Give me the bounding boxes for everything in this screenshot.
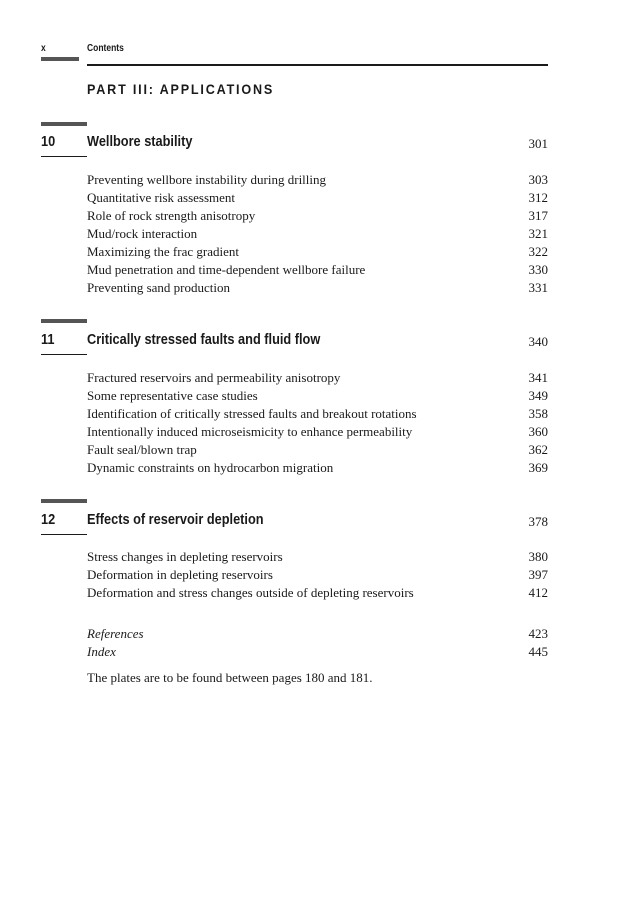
toc-entry[interactable]: Fault seal/blown trap — [87, 442, 197, 457]
chapter-number: 12 — [41, 512, 56, 528]
chapter-rule — [41, 354, 87, 355]
chapter-title[interactable]: Critically stressed faults and fluid flow — [87, 332, 321, 348]
header-rule — [87, 64, 548, 66]
chapter-title[interactable]: Wellbore stability — [87, 134, 193, 150]
toc-page: 380 — [528, 549, 548, 564]
toc-page: 362 — [528, 442, 548, 457]
toc-page: 331 — [528, 280, 548, 295]
header-title: Contents — [87, 43, 124, 54]
chapter-page: 378 — [528, 514, 548, 529]
toc-entry[interactable]: Preventing wellbore instability during drilling — [87, 172, 327, 187]
toc-entry[interactable]: Mud penetration and time-dependent wellbore failure — [87, 262, 366, 277]
chapter-rule — [41, 156, 87, 157]
plates-note: The plates are to be found between pages 180 and 181. — [87, 670, 373, 685]
toc-entry[interactable]: Deformation and stress changes outside of depleting reservoirs — [87, 585, 414, 600]
toc-page: 349 — [528, 388, 548, 403]
toc-page: 445 — [528, 644, 548, 659]
toc-entry[interactable]: Intentionally induced microseismicity to enhance permeability — [87, 424, 413, 439]
toc-page: 322 — [528, 244, 548, 259]
chapter-number: 11 — [41, 332, 55, 348]
chapter-page: 301 — [528, 136, 548, 151]
toc-entry[interactable]: Some representative case studies — [87, 388, 258, 403]
toc-page: 423 — [528, 626, 548, 641]
toc-entry[interactable]: Deformation in depleting reservoirs — [87, 567, 273, 582]
toc-entry[interactable]: Mud/rock interaction — [87, 226, 198, 241]
toc-entry[interactable]: Role of rock strength anisotropy — [87, 208, 256, 223]
toc-entry[interactable]: Maximizing the frac gradient — [87, 244, 239, 259]
chapter-number: 10 — [41, 134, 56, 150]
toc-entry[interactable]: Identification of critically stressed faults and breakout rotations — [87, 406, 417, 421]
toc-page: 330 — [528, 262, 548, 277]
toc-entry[interactable]: Quantitative risk assessment — [87, 190, 236, 205]
toc-page: 312 — [528, 190, 548, 205]
toc-page: 369 — [528, 460, 548, 475]
toc-index[interactable]: Index — [87, 644, 116, 659]
toc-entry[interactable]: Stress changes in depleting reservoirs — [87, 549, 283, 564]
toc-references[interactable]: References — [87, 626, 144, 641]
chapter-bar — [41, 122, 87, 126]
header-bar — [41, 57, 79, 61]
header-page-number: x — [41, 43, 46, 54]
toc-entry[interactable]: Fractured reservoirs and permeability anisotropy — [87, 370, 341, 385]
chapter-rule — [41, 534, 87, 535]
toc-page: 360 — [528, 424, 548, 439]
toc-entry[interactable]: Preventing sand production — [87, 280, 230, 295]
chapter-bar — [41, 499, 87, 503]
toc-page: 303 — [528, 172, 548, 187]
toc-page: 341 — [528, 370, 548, 385]
toc-entry[interactable]: Dynamic constraints on hydrocarbon migration — [87, 460, 334, 475]
toc-page: 397 — [528, 567, 548, 582]
toc-page: 321 — [528, 226, 548, 241]
part-title: PART III: APPLICATIONS — [87, 81, 275, 97]
toc-page: 412 — [528, 585, 548, 600]
chapter-title[interactable]: Effects of reservoir depletion — [87, 512, 264, 528]
toc-page: 358 — [528, 406, 548, 421]
chapter-page: 340 — [528, 334, 548, 349]
chapter-bar — [41, 319, 87, 323]
toc-page: 317 — [528, 208, 548, 223]
